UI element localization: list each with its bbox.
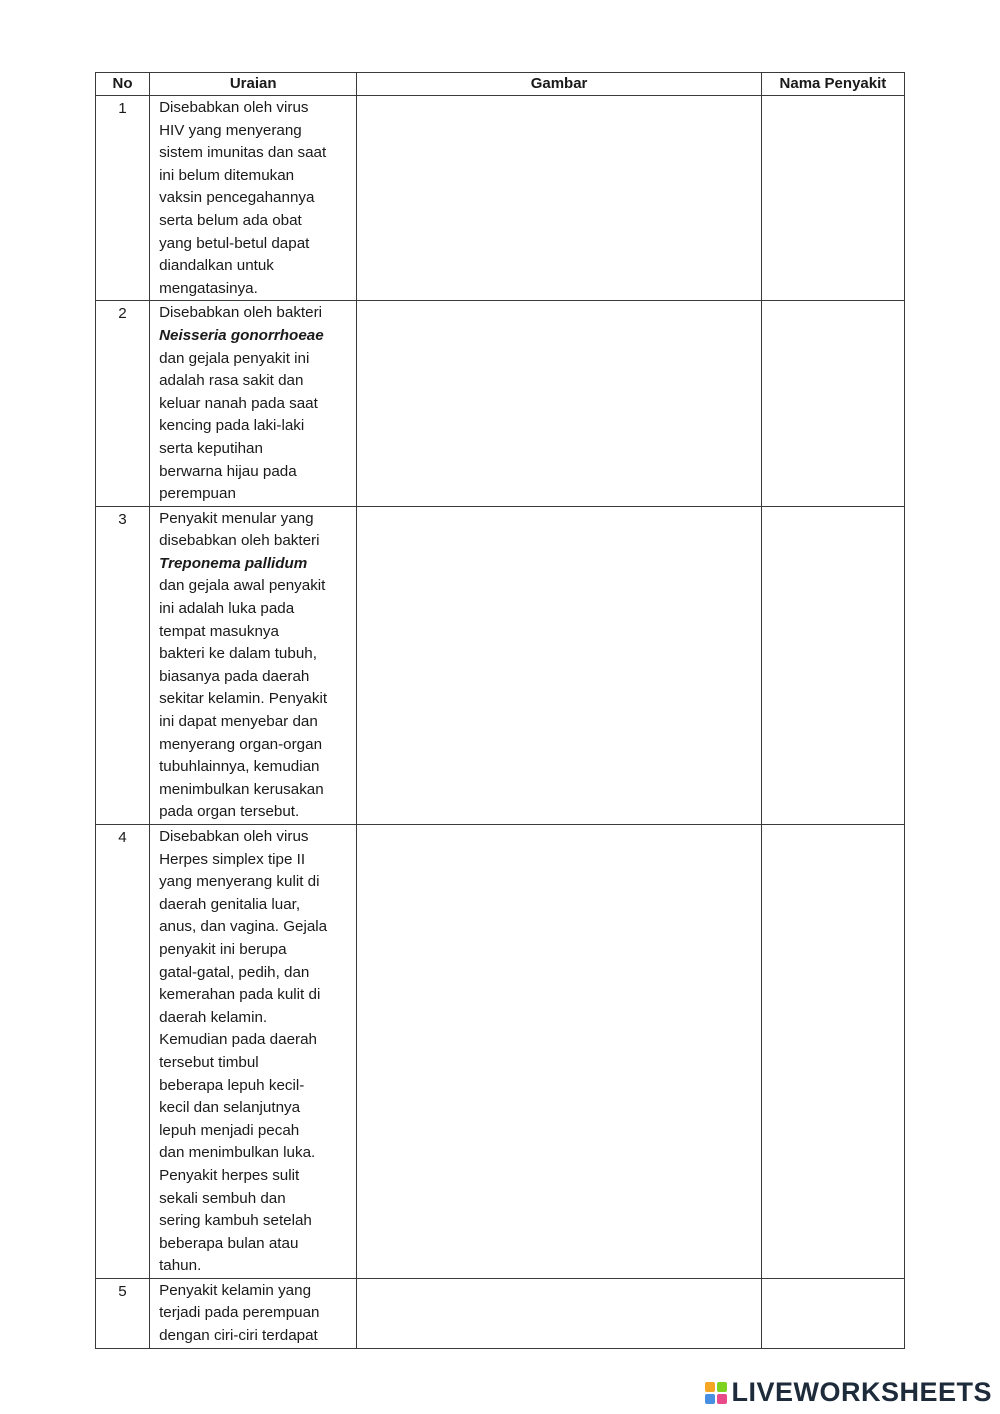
table-row <box>96 1278 905 1348</box>
disease-name-answer-cell[interactable] <box>761 506 904 824</box>
description-line: Herpes simplex tipe II <box>159 850 306 868</box>
row-number: 1 <box>96 96 150 301</box>
image-drop-cell[interactable] <box>357 1278 762 1348</box>
image-drop-cell[interactable] <box>357 825 762 1279</box>
description-line: pada organ tersebut. <box>159 803 300 821</box>
description-line: perempuan <box>159 485 236 503</box>
description-line: daerah genitalia luar, <box>159 895 301 913</box>
disease-name-answer-cell[interactable] <box>761 825 904 1279</box>
table-row <box>96 506 905 824</box>
description-line: yang menyerang kulit di <box>159 873 320 891</box>
liveworksheets-logo-icon <box>705 1382 727 1404</box>
table-header-row <box>96 73 905 96</box>
description-line: diandalkan untuk <box>159 257 274 275</box>
header-image: Gambar <box>357 73 762 96</box>
image-drop-cell[interactable] <box>357 301 762 506</box>
description-line: disebabkan oleh bakteri <box>159 532 320 550</box>
description-line: Penyakit herpes sulit <box>159 1166 300 1184</box>
description-line: anus, dan vagina. Gejala <box>159 918 328 936</box>
description-line: gatal-gatal, pedih, dan <box>159 963 310 981</box>
description-line: dan gejala penyakit ini <box>159 349 310 367</box>
table-row <box>96 301 905 506</box>
scientific-name: Treponema pallidum <box>159 554 308 572</box>
description-line: Kemudian pada daerah <box>159 1031 317 1049</box>
disease-name-answer-cell[interactable] <box>761 301 904 506</box>
description-line: kemerahan pada kulit di <box>159 986 321 1004</box>
description-line: dengan ciri-ciri terdapat <box>159 1327 318 1345</box>
description-line: menyerang organ-organ <box>159 735 323 753</box>
row-number: 2 <box>96 301 150 506</box>
description-line: ini adalah luka pada <box>159 600 295 618</box>
description-line: tersebut timbul <box>159 1053 259 1071</box>
logo-square <box>705 1382 715 1392</box>
description-line: beberapa bulan atau <box>159 1234 299 1252</box>
description-cell <box>150 1278 357 1348</box>
logo-square <box>717 1382 727 1392</box>
description-line: sistem imunitas dan saat <box>159 144 327 162</box>
description-line: tempat masuknya <box>159 622 279 640</box>
liveworksheets-logo <box>705 1377 992 1408</box>
description-line: keluar nanah pada saat <box>159 394 318 412</box>
description-line: yang betul-betul dapat <box>159 234 310 252</box>
description-line: biasanya pada daerah <box>159 667 310 685</box>
image-drop-cell[interactable] <box>357 506 762 824</box>
description-line: serta keputihan <box>159 439 263 457</box>
table-row <box>96 96 905 301</box>
description-line: serta belum ada obat <box>159 211 302 229</box>
description-line: ini belum ditemukan <box>159 166 295 184</box>
logo-square <box>705 1394 715 1404</box>
description-line: mengatasinya. <box>159 279 258 297</box>
description-cell <box>150 301 357 506</box>
disease-table <box>95 72 905 1349</box>
description-line: Disebabkan oleh virus <box>159 99 309 116</box>
description-line: Disebabkan oleh virus <box>159 828 309 845</box>
description-line: penyakit ini berupa <box>159 940 287 958</box>
description-line: dan menimbulkan luka. <box>159 1144 316 1162</box>
header-disease-name: Nama Penyakit <box>761 73 904 96</box>
description-line: sekali sembuh dan <box>159 1189 286 1207</box>
description-line: ini dapat menyebar dan <box>159 713 318 731</box>
row-number: 4 <box>96 825 150 1279</box>
header-description: Uraian <box>150 73 357 96</box>
logo-square <box>717 1394 727 1404</box>
description-line: daerah kelamin. <box>159 1008 268 1026</box>
description-line: vaksin pencegahannya <box>159 189 315 207</box>
disease-name-answer-cell[interactable] <box>761 1278 904 1348</box>
image-drop-cell[interactable] <box>357 96 762 301</box>
description-line: beberapa lepuh kecil- <box>159 1076 305 1094</box>
description-line: adalah rasa sakit dan <box>159 372 304 390</box>
row-number: 3 <box>96 506 150 824</box>
description-line: sekitar kelamin. Penyakit <box>159 690 328 708</box>
description-line: Disebabkan oleh bakteri <box>159 304 323 322</box>
row-number: 5 <box>96 1278 150 1348</box>
scientific-name: Neisseria gonorrhoeae <box>159 326 324 344</box>
disease-name-answer-cell[interactable] <box>761 96 904 301</box>
description-line: lepuh menjadi pecah <box>159 1121 300 1139</box>
description-line: tubuhlainnya, kemudian <box>159 758 320 776</box>
description-line: kecil dan selanjutnya <box>159 1099 301 1117</box>
description-line: terjadi pada perempuan <box>159 1304 320 1322</box>
description-line: bakteri ke dalam tubuh, <box>159 645 317 663</box>
description-line: berwarna hijau pada <box>159 462 297 480</box>
description-line: menimbulkan kerusakan <box>159 780 324 798</box>
description-cell <box>150 96 357 301</box>
logo-text: LIVEWORKSHEETS <box>731 1377 992 1407</box>
description-line: Penyakit kelamin yang <box>159 1281 312 1299</box>
description-line: Penyakit menular yang <box>159 509 314 527</box>
description-line: dan gejala awal penyakit <box>159 577 326 595</box>
header-no: No <box>96 73 150 96</box>
description-line: sering kambuh setelah <box>159 1212 312 1230</box>
description-line: HIV yang menyerang <box>159 121 302 139</box>
table-row <box>96 825 905 1279</box>
description-line: tahun. <box>159 1257 202 1275</box>
description-cell <box>150 825 357 1279</box>
description-line: kencing pada laki-laki <box>159 417 305 435</box>
description-cell <box>150 506 357 824</box>
